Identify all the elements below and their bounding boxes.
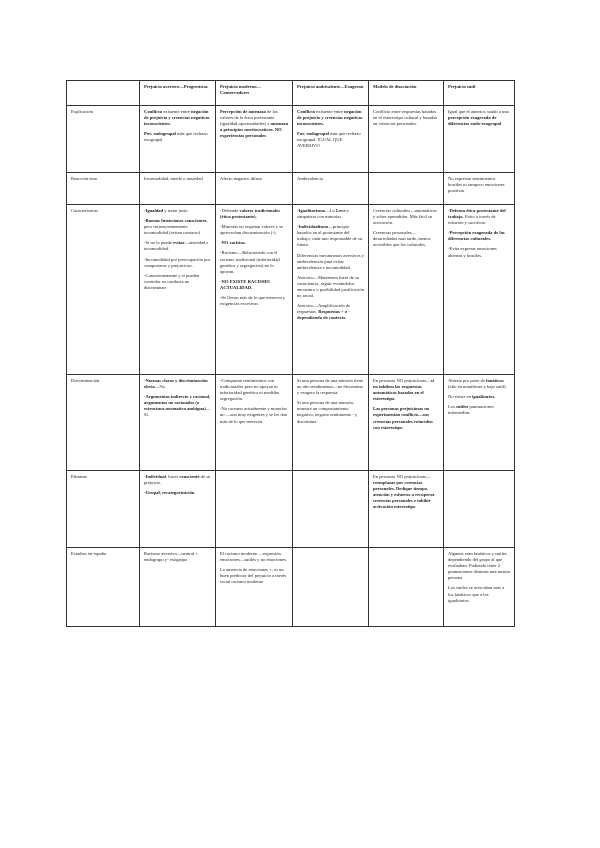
cell-text: -Compartan sentimientos con tradicionales pero no apoyan ni inferioridad genética ni medidas segregación. xyxy=(220,378,280,402)
header-cell-aversive: Prejuicio aversivo—Progresistas xyxy=(140,81,216,106)
bold-text: si no inhiben las respuestas automáticas basadas en el estereotipo. xyxy=(373,378,434,402)
bold-text: Buenas Intenciones conscientes xyxy=(145,218,207,224)
cell-text: -Si no lo puede xyxy=(144,240,174,246)
cell-paragraph xyxy=(144,131,211,143)
table-cell xyxy=(444,205,515,375)
cell-text: - xyxy=(448,230,450,236)
cell-paragraph xyxy=(297,208,364,220)
row-label: Estudios en españa xyxy=(67,548,140,627)
header-row xyxy=(67,81,515,106)
header-cell-ambivalent: Prejuicio ambivalente—Exageran xyxy=(293,81,369,106)
header-cell-subtle: Prejuicio sutil xyxy=(444,81,515,106)
table-cell xyxy=(293,173,369,205)
bold-text: Leve xyxy=(335,208,346,213)
cell-text: de los valores de la ética protestante (igualdad oportunidades) y xyxy=(220,109,278,127)
bold-text: amenaza a principios meritocraticos. NO experiencias personales xyxy=(220,121,289,139)
cell-text: y tratar justo. xyxy=(163,208,189,213)
cell-paragraph xyxy=(373,109,439,127)
cell-text: Si una persona de una minoría tiene un alto rendimiento—no discrimina y exagera la respuesta. xyxy=(297,378,363,396)
table-cell xyxy=(369,548,444,627)
table-cell xyxy=(216,173,293,205)
cell-paragraph xyxy=(220,240,288,246)
cell-paragraph xyxy=(144,551,211,563)
cell-text: Creencias culturales—automáticas y sobre aprendidas. Más fácil su activación. xyxy=(373,208,437,226)
table-cell xyxy=(444,173,515,205)
cell-paragraph xyxy=(297,378,364,396)
cell-text: -Conscientemente y si pueden controlar su conducta no discriminan xyxy=(144,272,200,290)
cell-text: más que rechazo exogrupal. IGUAL QUE AVERSIVO xyxy=(297,131,361,149)
cell-text: , pero inconscientemente incomodidad (evitan contacto) xyxy=(144,218,208,236)
table-cell xyxy=(369,471,444,548)
table-cell xyxy=(444,548,515,627)
bold-text: valores tradicionales (ética protestante). xyxy=(220,208,280,220)
cell-text: Creencias personales—desarrolladas mas tarde, menos accesibles que los culturales. xyxy=(373,230,431,248)
cell-text: - xyxy=(297,224,299,230)
row-label: Discriminación xyxy=(67,375,140,471)
cell-paragraph xyxy=(220,567,288,585)
row-label: Características xyxy=(67,205,140,375)
cell-paragraph xyxy=(297,109,364,127)
table-cell xyxy=(369,106,444,173)
bold-text: Pov. endogrupal xyxy=(144,131,176,137)
cell-paragraph xyxy=(144,394,211,418)
table-cell xyxy=(444,471,515,548)
cell-text: -Se llevan más de lo que merecen y exigencias excesivas xyxy=(220,295,286,307)
bold-text: percepción exagerada de diferencias endo-exogrupal xyxy=(448,115,502,127)
bold-text: Individual xyxy=(145,474,166,479)
cell-paragraph xyxy=(220,208,288,220)
cell-text: Algunos eran fanáticos y sutiles dependiendo del grupo al que evaluaban. Pudiendo tener 2 puntuaciones distintas una misma persona. xyxy=(448,551,510,581)
cell-text: - xyxy=(220,240,222,246)
table-cell xyxy=(140,205,216,375)
cell-text: No expresan sentimientos hostiles ni tampoco emociones positivas xyxy=(448,176,505,194)
row-label: Reacción emo xyxy=(67,173,140,205)
cell-text: La ausencia de emociones +, es un buen predictor del prejuicio a través racial racismo moderno xyxy=(220,567,287,585)
table-cell xyxy=(140,548,216,627)
cell-paragraph xyxy=(144,109,211,127)
table-cell xyxy=(216,471,293,548)
row-label: Eliminar xyxy=(67,471,140,548)
cell-text: (alto en manifiesto y bajo sutil). xyxy=(448,384,507,390)
bold-text: Normas claras y discriminación obvia xyxy=(144,378,208,390)
cell-paragraph xyxy=(448,176,510,194)
cell-text: Igual que el anterior, unido a una xyxy=(448,109,509,114)
bold-text: Percepción exagerada de las diferencias culturales. xyxy=(448,230,505,242)
cell-text: —principio basados en al protestante del trabajo, cada uno responsable de su futuro. xyxy=(297,224,363,248)
row-label: Explicación xyxy=(67,106,140,173)
bold-text: fanáticos xyxy=(486,378,504,383)
cell-text: Aversivo—Amplificación de respuestas. xyxy=(297,303,351,315)
bold-text: Fav. endogrupal xyxy=(297,131,329,137)
bold-text: Percepción de amenaza xyxy=(220,109,266,114)
bold-text: evitar xyxy=(173,240,185,246)
cell-text: Incomodidad, miedo o ansiedad xyxy=(144,176,203,181)
cell-paragraph xyxy=(297,131,364,149)
cell-text: existente entre xyxy=(162,109,192,114)
cell-paragraph xyxy=(448,404,510,416)
table-cell xyxy=(140,471,216,548)
cell-paragraph xyxy=(297,176,364,182)
cell-paragraph xyxy=(144,176,211,182)
table-cell xyxy=(140,173,216,205)
cell-paragraph xyxy=(220,551,288,563)
bold-text: sutiles xyxy=(456,404,469,410)
cell-paragraph xyxy=(297,400,364,424)
cell-text: puntuaciones intermedias. xyxy=(448,404,494,416)
cell-text: —Sí. xyxy=(144,406,211,418)
cell-text: - xyxy=(144,218,146,224)
cell-paragraph xyxy=(144,378,211,390)
cell-text: Si una persona de una minoría, muestra un comportamiento negativo, negaría sentimiento - y discrimina xyxy=(297,400,358,424)
table-cell xyxy=(293,548,369,627)
table-cell xyxy=(369,205,444,375)
table-cell xyxy=(140,106,216,173)
cell-paragraph xyxy=(220,378,288,402)
cell-text: Abierta por parte de xyxy=(448,378,487,383)
cell-text: Exito a través de esfuerzo y sacrificio. xyxy=(448,214,496,226)
cell-paragraph xyxy=(144,273,211,291)
cell-paragraph xyxy=(448,208,510,226)
row-estudios-espana xyxy=(67,548,515,627)
table-cell xyxy=(140,375,216,471)
bold-text: Grupal, recategorización xyxy=(145,490,195,496)
table-cell xyxy=(293,471,369,548)
bold-text: Igualitarismo xyxy=(298,208,326,213)
table-cell xyxy=(216,205,293,375)
table-cell xyxy=(293,375,369,471)
cell-text: Ambivalencia xyxy=(297,176,323,181)
cell-text: de su prejuicio. xyxy=(144,474,211,486)
cell-text: Conflicto entre respuestas basadas en el estereotipo cultural y basadas en creencias personales. xyxy=(373,109,438,127)
cell-paragraph xyxy=(448,230,510,242)
cell-paragraph xyxy=(144,490,211,496)
row-explicacion xyxy=(67,106,515,173)
cell-paragraph xyxy=(297,224,364,248)
bold-text: Argumentos indirecto y racional, argumentos no racionales (o estructura normativa ambigua) xyxy=(144,394,211,412)
cell-text: , hacer xyxy=(165,474,180,479)
row-eliminar xyxy=(67,471,515,548)
cell-paragraph xyxy=(144,208,211,214)
comparison-table xyxy=(66,80,515,627)
header-cell-empty xyxy=(67,81,140,106)
table-cell xyxy=(444,106,515,173)
cell-text: Diferencias mecanismos aversivos y ambivalencias para evitar ambivalencia e incomodidad. xyxy=(297,252,364,270)
cell-paragraph xyxy=(220,176,288,182)
cell-paragraph xyxy=(448,585,510,603)
cell-text: - xyxy=(144,378,146,383)
cell-paragraph xyxy=(220,295,288,307)
cell-text: - xyxy=(144,394,146,400)
header-cell-dissociation: Modelo de disociación xyxy=(369,81,444,106)
cell-text: -Minorías no respetan valores y se aprovechan discriminación (-). xyxy=(220,224,284,236)
bold-text: Respuestas + o - dependiendo de contexto xyxy=(297,309,350,321)
cell-paragraph xyxy=(448,246,510,258)
cell-paragraph xyxy=(297,303,364,321)
cell-paragraph xyxy=(297,253,364,271)
cell-text: - xyxy=(144,474,146,479)
cell-paragraph xyxy=(448,109,510,127)
cell-text: - xyxy=(144,490,146,496)
cell-paragraph xyxy=(373,378,439,402)
cell-paragraph xyxy=(220,406,288,424)
row-discriminacion xyxy=(67,375,515,471)
cell-paragraph xyxy=(373,230,439,248)
table-cell xyxy=(293,205,369,375)
table-cell xyxy=(369,173,444,205)
bold-text: reemplazar por creencias personales. Dedique tiempo, atención y esfuerzo a recuperar creencias personales e inhibir activación estereotipo xyxy=(373,480,435,510)
header-cell-modern: Prejuicio moderno—Conservadores xyxy=(216,81,293,106)
cell-text: -Evita expresar emociones abiertas y hostiles. xyxy=(448,246,497,258)
cell-text: - xyxy=(297,208,299,213)
cell-paragraph xyxy=(220,279,288,291)
table-cell xyxy=(216,375,293,471)
cell-paragraph xyxy=(373,208,439,226)
cell-text: a simpatizar con minorías. xyxy=(297,208,349,220)
bold-text: Conflicto xyxy=(144,109,163,114)
cell-text: existente entre xyxy=(315,109,345,114)
bold-text: Las personas prejuiciosas no experimentan conflicto—sus creencias personales coinciden con estereotipo xyxy=(373,406,433,430)
cell-text: - xyxy=(220,278,222,284)
bold-text: Defensa ética protestante del trabajo. xyxy=(448,208,506,220)
cell-text: -Racismo—Relacionado con el racismo tradicional (inferioridad genética y segregación) no lo apoyan. xyxy=(220,250,280,274)
cell-text: Los sutiles se acercaban más a los fanáticos que a los igualitarios. xyxy=(448,585,504,603)
table-cell xyxy=(293,106,369,173)
cell-text: - xyxy=(144,208,146,213)
cell-text: No existe en xyxy=(448,394,473,400)
cell-paragraph xyxy=(220,224,288,236)
table-cell xyxy=(216,548,293,627)
table-cell xyxy=(369,375,444,471)
bold-text: negación de prejuicio y creencias negativas inconscientes. xyxy=(144,109,210,127)
cell-text: Aversivo—Mantienen fuera de su consciencia, seguir evitándolos encuentro o posibilidad justificación no racial. xyxy=(297,274,364,299)
table-cell xyxy=(216,106,293,173)
bold-text: negación de prejuicio y creencias negativas inconscientes. xyxy=(297,109,363,127)
cell-text: más que rechazo exogrupal xyxy=(144,131,208,143)
cell-text: En personas NO prejuiciosas— xyxy=(373,474,431,479)
cell-paragraph xyxy=(220,250,288,274)
cell-paragraph xyxy=(373,406,439,430)
cell-text: - xyxy=(448,208,450,213)
bold-text: NO EXISTE RACISMO ACTUALIDAD. xyxy=(220,278,270,290)
cell-paragraph xyxy=(373,474,439,511)
bold-text: Individualismo xyxy=(298,224,329,230)
cell-text: Los xyxy=(448,404,457,410)
row-reaccion-emo xyxy=(67,173,515,205)
cell-text: El racismo moderno —expresión emociones—sutiles y no emociones. xyxy=(220,551,288,563)
bold-text: Igualdad xyxy=(145,208,164,213)
cell-text: -Incomodidad por preocupación por comportarse y prejuicioso. xyxy=(144,256,211,268)
bold-text: consciente xyxy=(179,474,200,479)
cell-paragraph xyxy=(297,275,364,299)
cell-text: Racismo aversivo—neutral + endogrupo y- exógrupo xyxy=(144,551,198,563)
cell-paragraph xyxy=(448,378,510,390)
cell-paragraph xyxy=(448,394,510,400)
cell-paragraph xyxy=(144,218,211,236)
cell-paragraph xyxy=(144,474,211,486)
cell-paragraph xyxy=(220,109,288,139)
bold-text: NO racistas. xyxy=(221,240,246,246)
bold-text: Conflicto xyxy=(297,109,316,114)
cell-paragraph xyxy=(448,551,510,581)
cell-paragraph xyxy=(144,257,211,269)
cell-paragraph xyxy=(144,240,211,252)
cell-text: Afecto negativo difuso xyxy=(220,176,263,181)
cell-text: -Defiende xyxy=(220,208,240,213)
table-cell xyxy=(444,375,515,471)
cell-text: En personas NO prejuiciosas— xyxy=(373,378,431,383)
cell-text: -No racismo actualmente y minorías no —son muy exigentes y se les dan más de lo que merecen. xyxy=(220,406,287,424)
cell-text: —Lo xyxy=(325,208,336,213)
bold-text: igualitarios. xyxy=(472,394,496,400)
row-caracteristicas xyxy=(67,205,515,375)
cell-text: —ansiedad e incomodidad. xyxy=(144,240,209,252)
cell-text: —No. xyxy=(154,384,167,390)
